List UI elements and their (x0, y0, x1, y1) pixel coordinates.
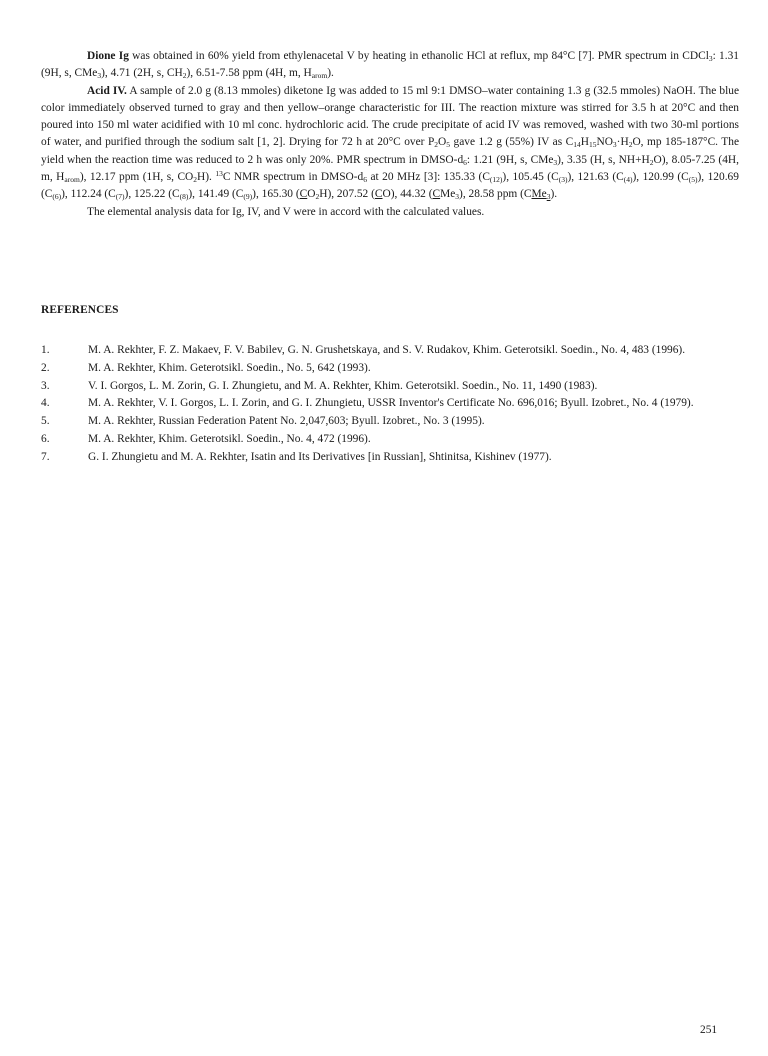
reference-text: M. A. Rekhter, Khim. Geterotsikl. Soedin., No. 4, 472 (1996). (88, 432, 371, 445)
paragraph-elemental-analysis: The elemental analysis data for Ig, IV, and V were in accord with the calculated values. (87, 205, 485, 218)
paragraph-dione-ig: Dione Ig was obtained in 60% yield from ethylenacetal V by heating in ethanolic HCl at reflux, mp 84°C [7]. PMR spectrum in CDCl$_3$: 1.31 (9H, s, CMe$_3$), 4.71 (2H, s, $CH_2$), 6.51-7.58 ppm (4H, m, $H_{arom}$). (41, 50, 739, 81)
reference-number: 2. (41, 361, 50, 374)
compound-heading: Acid IV. (87, 84, 127, 97)
reference-item (41, 360, 739, 377)
reference-item (41, 395, 739, 412)
reference-text: M. A. Rekhter, F. Z. Makaev, F. V. Babilev, G. N. Grushetskaya, and S. V. Rudakov, Khim. Geterotsikl. Soedin., No. 4, 483 (1996). (88, 344, 686, 356)
references-list (41, 342, 739, 467)
page-number: 251 (700, 1024, 718, 1036)
reference-number: 1. (41, 344, 50, 356)
reference-text: V. I. Gorgos, L. M. Zorin, G. I. Zhungietu, and M. A. Rekhter, Khim. Geterotsikl. Soedin., No. 11, 1490 (1983). (88, 379, 598, 392)
references-heading: REFERENCES (41, 304, 119, 316)
paragraph-acid-iv: Acid IV. A sample of 2.0 g (8.13 mmoles) diketone Ig was added to 15 ml 9:1 DMSO–water containing 1.3 g (32.5 mmoles) NaOH. The blue color immediately observed turned to gray and then yellow–orange characteristic for III. The reaction mixture was stirred for 3.5 h at 20°C and then poured into 150 ml water acidified with 10 ml conc. hydrochloric acid. The crude precipitate of acid IV was removed, washed with two 30-ml portions of water, and purified through the sodium salt [1, 2]. Drying for 72 h at 20°C over $P_2O_5$ gave 1.2 g (55%) IV as $C_{14}H_{15}NO_3\cdot H_2O$, mp 185-187°C. The yield when the reaction time was reduced to 2 h was only 20%. PMR spectrum in DMSO-$d_6$: 1.21 (9H, s, CMe$_3$), 3.35 (H, s, $NH+H_2O$), 8.05-7.25 (4H, m, $H_{arom}$), 12.17 ppm (1H, s, $CO_2H$). $^{13}$C NMR spectrum in DMSO-$d_6$ at 20 MHz [3]: 135.33 $(C_{(12)})$, 105.45 $(C_{(3)})$, 121.63 $(C_{(4)})$, 120.99 $(C_{(5)})$, 120.69 $(C_{(6)})$, 112.24 $(C_{(7)})$, 125.22 $(C_{(8)})$, 141.49 $(C_{(9)})$, 165.30 $(CO_2H)$, 207.52 (CO), 44.32 (CMe$_3$), 28.58 ppm (CMe$_3$). (41, 84, 740, 202)
reference-item (41, 378, 739, 395)
reference-text: M. A. Rekhter, Khim. Geterotsikl. Soedin., No. 5, 642 (1993). (88, 361, 371, 374)
reference-item (41, 449, 739, 466)
reference-number: 4. (41, 397, 50, 410)
reference-number: 5. (41, 415, 50, 428)
reference-number: 7. (41, 450, 50, 463)
reference-number: 6. (41, 432, 50, 445)
reference-number: 3. (41, 379, 50, 392)
reference-item (41, 413, 739, 430)
reference-text: M. A. Rekhter, V. I. Gorgos, L. I. Zorin, and G. I. Zhungietu, USSR Inventor's Certificate No. 696,016; Byull. Izobret., No. 4 (1979). (88, 397, 694, 410)
compound-heading: Dione Ig (87, 50, 129, 62)
reference-text: M. A. Rekhter, Russian Federation Patent No. 2,047,603; Byull. Izobret., No. 3 (1995). (88, 415, 485, 428)
reference-item (41, 342, 739, 359)
reference-text: G. I. Zhungietu and M. A. Rekhter, Isatin and Its Derivatives [in Russian], Shtinitsa, Kishinev (1977). (88, 450, 552, 463)
reference-item (41, 431, 739, 448)
article-body (41, 48, 739, 221)
